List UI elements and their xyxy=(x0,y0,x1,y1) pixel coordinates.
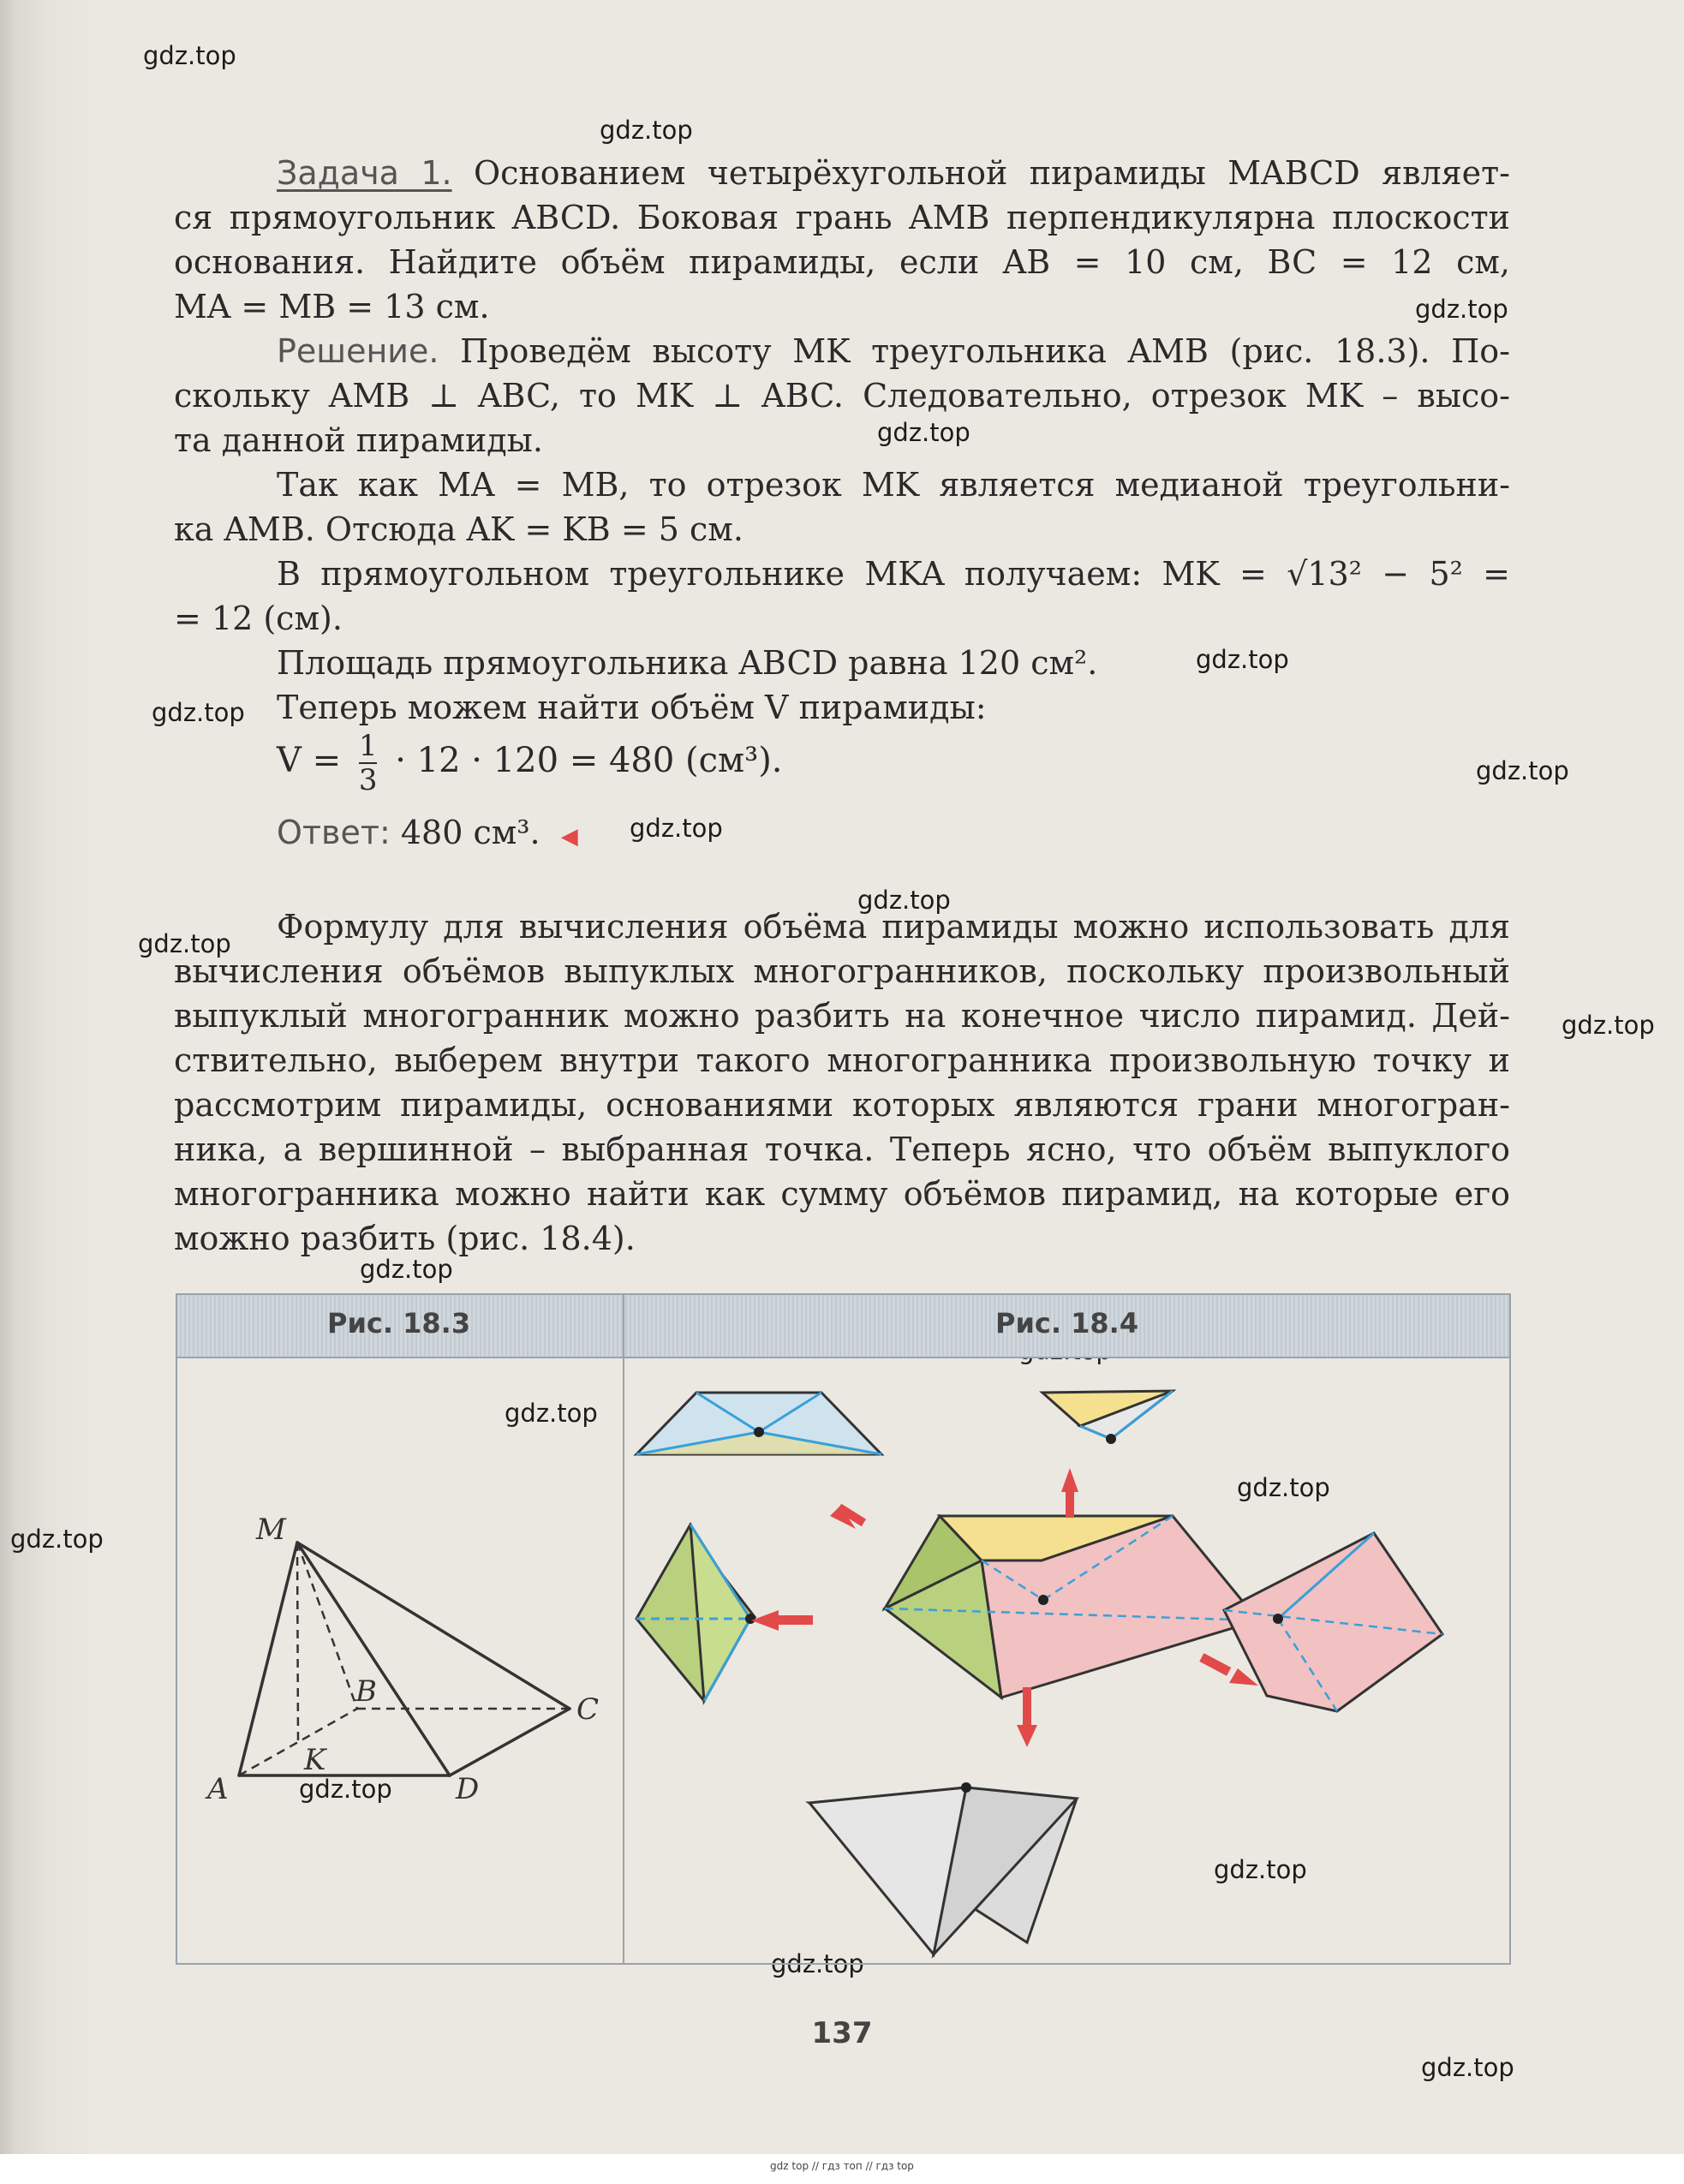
task-line xyxy=(174,151,1510,195)
paragraph-line: ника, а вершинной – выбранная точка. Теперь ясно, что объём выпуклого xyxy=(174,1131,1510,1168)
solution-label: Решение. xyxy=(277,332,439,370)
watermark: gdz.top xyxy=(10,1525,104,1554)
paragraph-line: вычисления объёмов выпуклых многогранников, поскольку произвольный xyxy=(174,952,1510,990)
watermark: gdz.top xyxy=(360,1255,453,1284)
formula-numerator: 1 xyxy=(358,729,378,763)
figures-panel xyxy=(176,1293,1511,1965)
height-mk xyxy=(297,1543,298,1742)
task-line: ся прямоугольник ABCD. Боковая грань AMB перпендикулярна плоскости xyxy=(174,199,1510,236)
label-m: M xyxy=(256,1513,286,1547)
paragraph-line: Формулу для вычисления объёма пирамиды можно использовать для xyxy=(277,908,1510,946)
pyramid-top-left xyxy=(636,1393,881,1454)
watermark: gdz.top xyxy=(771,1949,864,1978)
answer-label: Ответ: xyxy=(277,814,391,851)
solution-line: Так как MA = MB, то отрезок MK является медианой треугольни- xyxy=(277,466,1510,504)
edge-mc xyxy=(297,1543,570,1709)
edge-md xyxy=(297,1543,450,1775)
watermark: gdz.top xyxy=(1214,1855,1307,1884)
watermark: gdz.top xyxy=(505,1399,598,1428)
watermark: gdz.top xyxy=(1562,1011,1655,1040)
solution-line: скольку AMB ⊥ ABC, то MK ⊥ ABC. Следовательно, отрезок MK – высо- xyxy=(174,377,1510,415)
label-a: A xyxy=(207,1772,229,1806)
paragraph-line: можно разбить (рис. 18.4). xyxy=(174,1220,636,1257)
answer xyxy=(277,814,578,851)
solution-line: Площадь прямоугольника ABCD равна 120 см². xyxy=(277,644,1098,682)
watermark: gdz.top xyxy=(1421,2053,1514,2082)
solution-text: Проведём высоту MK треугольника AMB (рис. 18.3). По- xyxy=(460,332,1510,370)
task-text: Основанием четырёхугольной пирамиды MABCD являет- xyxy=(473,154,1510,192)
solution-line: В прямоугольном треугольнике MKA получаем: MK = √13² − 5² = xyxy=(277,555,1510,593)
solution-line: ка AMB. Отсюда AK = KB = 5 см. xyxy=(174,510,743,548)
page-number: 137 xyxy=(811,2016,873,2050)
edge-mb xyxy=(297,1543,357,1709)
edge-ma xyxy=(239,1543,297,1775)
watermark: gdz.top xyxy=(152,698,245,727)
fig-18-3-title: Рис. 18.3 xyxy=(327,1307,471,1340)
solution-line: та данной пирамиды. xyxy=(174,421,543,459)
decomposition-diagram xyxy=(624,1362,1507,1961)
watermark: gdz.top xyxy=(630,814,723,843)
fig-18-4-title: Рис. 18.4 xyxy=(995,1307,1139,1340)
volume-formula xyxy=(277,730,783,797)
watermark: gdz.top xyxy=(877,418,970,447)
label-c: C xyxy=(576,1692,600,1727)
solution-line: = 12 (см). xyxy=(174,600,343,637)
label-d: D xyxy=(456,1772,480,1806)
task-line: основания. Найдите объём пирамиды, если AB = 10 см, BC = 12 см, xyxy=(174,243,1510,281)
formula-fraction xyxy=(359,730,378,797)
label-b: B xyxy=(355,1674,377,1709)
pyramid-bottom xyxy=(809,1782,1077,1954)
watermark: gdz.top xyxy=(1196,645,1289,674)
watermark: gdz.top xyxy=(299,1775,392,1804)
task-block xyxy=(174,151,1510,730)
watermark: gdz.top xyxy=(600,116,693,145)
task-line: MA = MB = 13 см. xyxy=(174,288,490,325)
watermark: gdz.top xyxy=(1415,295,1508,324)
solution-line xyxy=(174,329,1510,373)
formula-left: V = xyxy=(277,741,342,780)
pyramid-top-right xyxy=(1042,1391,1173,1444)
formula-right: · 12 · 120 = 480 (см³). xyxy=(395,741,783,780)
watermark: gdz.top xyxy=(138,929,231,958)
paragraph-line: ствительно, выберем внутри такого многогранника произвольную точку и xyxy=(174,1041,1510,1079)
paragraph-block xyxy=(174,904,1510,1261)
label-k: K xyxy=(304,1743,326,1777)
pyramid-left xyxy=(636,1525,755,1701)
paragraph-line: рассмотрим пирамиды, основаниями которых являются грани многогран- xyxy=(174,1086,1510,1124)
paragraph-line: выпуклый многогранник можно разбить на конечное число пирамид. Дей- xyxy=(174,997,1510,1035)
watermark: gdz.top xyxy=(1476,756,1569,785)
pyramid-diagram xyxy=(177,1362,623,1961)
watermark: gdz.top xyxy=(857,886,951,915)
answer-value: 480 см³. xyxy=(400,814,540,851)
solution-line: Теперь можем найти объём V пирамиды: xyxy=(277,689,987,726)
paragraph-line: многогранника можно найти как сумму объёмов пирамид, на которые его xyxy=(174,1175,1510,1213)
polyhedron-center xyxy=(885,1516,1258,1698)
watermark: gdz.top xyxy=(1237,1473,1330,1502)
task-label: Задача 1. xyxy=(277,154,452,192)
edge-dc xyxy=(450,1709,570,1775)
end-marker-icon: ◀ xyxy=(560,824,578,850)
watermark: gdz.top xyxy=(143,41,236,70)
bottom-banner: gdz top // гдз топ // гдз top xyxy=(770,2160,914,2172)
formula-denominator: 3 xyxy=(358,763,378,797)
